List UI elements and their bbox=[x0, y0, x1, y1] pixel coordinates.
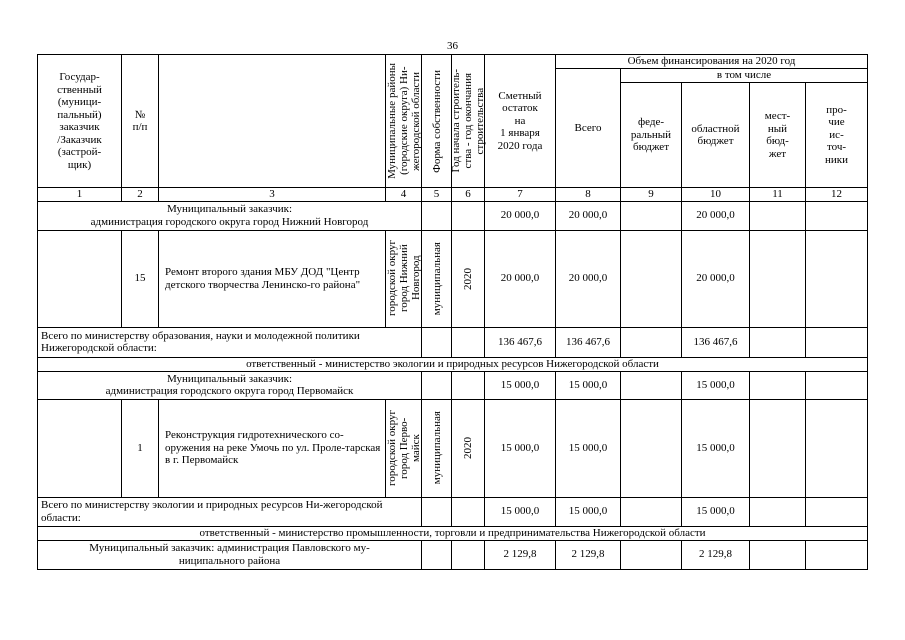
estimate-value: 15 000,0 bbox=[485, 497, 556, 526]
regional-value: 15 000,0 bbox=[682, 399, 750, 497]
header-including: в том числе bbox=[621, 69, 868, 83]
col-number: 8 bbox=[556, 188, 621, 202]
table-row bbox=[38, 201, 868, 230]
col-number: 9 bbox=[621, 188, 682, 202]
object-name: Реконструкция гидротехнического со-оружения на реке Умочь по ул. Проле-тарская в г. Первомайск bbox=[159, 399, 386, 497]
table-row bbox=[38, 357, 868, 371]
header-regional: областной бюджет bbox=[682, 83, 750, 188]
year-cell: 2020 bbox=[452, 399, 485, 497]
estimate-value: 2 129,8 bbox=[485, 540, 556, 569]
header-name bbox=[159, 55, 386, 188]
customer-label: Муниципальный заказчик: администрация городского округа город Нижний Новгород bbox=[38, 201, 422, 230]
district-cell: городской округ город Перво- майск bbox=[386, 399, 422, 497]
item-number: 15 bbox=[122, 230, 159, 327]
year-cell: 2020 bbox=[452, 230, 485, 327]
header-customer: Государ- ственный (муници- пальный) заказчик /Заказчик (застрой- щик) bbox=[38, 55, 122, 188]
financing-table bbox=[37, 54, 868, 570]
header-funding-title: Объем финансирования на 2020 год bbox=[556, 55, 868, 69]
regional-value: 136 467,6 bbox=[682, 327, 750, 357]
total-value: 15 000,0 bbox=[556, 399, 621, 497]
summary-label: Всего по министерству образования, науки и молодежной политики Нижегородской области: bbox=[38, 327, 422, 357]
customer-label: Муниципальный заказчик: администрация Павловского му- ниципального района bbox=[38, 540, 422, 569]
regional-value: 15 000,0 bbox=[682, 371, 750, 399]
total-value: 20 000,0 bbox=[556, 230, 621, 327]
table-row bbox=[38, 399, 868, 497]
col-number: 3 bbox=[159, 188, 386, 202]
object-name: Ремонт второго здания МБУ ДОД "Центр детского творчества Ленинско-го района" bbox=[159, 230, 386, 327]
district-cell: городской округ город Нижний Новгород bbox=[386, 230, 422, 327]
header-total: Всего bbox=[556, 69, 621, 188]
table-row bbox=[38, 230, 868, 327]
header-ownership: Форма собственности bbox=[422, 55, 452, 188]
regional-value: 20 000,0 bbox=[682, 230, 750, 327]
item-number: 1 bbox=[122, 399, 159, 497]
ownership-cell: муниципальная bbox=[422, 230, 452, 327]
col-number: 10 bbox=[682, 188, 750, 202]
col-number: 2 bbox=[122, 188, 159, 202]
col-number: 1 bbox=[38, 188, 122, 202]
table-row bbox=[38, 371, 868, 399]
col-number: 7 bbox=[485, 188, 556, 202]
summary-label: Всего по министерству экологии и природных ресурсов Ни-жегородской области: bbox=[38, 497, 422, 526]
header-years: Год начала строитель- ства - год окончания строительства bbox=[452, 55, 485, 188]
regional-value: 2 129,8 bbox=[682, 540, 750, 569]
header-federal: феде- ральный бюджет bbox=[621, 83, 682, 188]
responsible-label: ответственный - министерство экологии и природных ресурсов Нижегородской области bbox=[38, 357, 868, 371]
estimate-value: 20 000,0 bbox=[485, 201, 556, 230]
regional-value: 20 000,0 bbox=[682, 201, 750, 230]
column-numbers-row bbox=[38, 188, 868, 202]
customer-label: Муниципальный заказчик: администрация городского округа город Первомайск bbox=[38, 371, 422, 399]
header-local: мест- ный бюд- жет bbox=[750, 83, 806, 188]
col-number: 11 bbox=[750, 188, 806, 202]
table-row bbox=[38, 497, 868, 526]
total-value: 136 467,6 bbox=[556, 327, 621, 357]
estimate-value: 15 000,0 bbox=[485, 371, 556, 399]
header-estimate: Сметный остаток на 1 января 2020 года bbox=[485, 55, 556, 188]
header-num: № п/п bbox=[122, 55, 159, 188]
col-number: 6 bbox=[452, 188, 485, 202]
total-value: 15 000,0 bbox=[556, 371, 621, 399]
col-number: 12 bbox=[806, 188, 868, 202]
col-number: 4 bbox=[386, 188, 422, 202]
header-districts: Муниципальные районы (городские округа) Ни- жегородской области bbox=[386, 55, 422, 188]
col-number: 5 bbox=[422, 188, 452, 202]
estimate-value: 136 467,6 bbox=[485, 327, 556, 357]
estimate-value: 15 000,0 bbox=[485, 399, 556, 497]
table-row bbox=[38, 327, 868, 357]
table-row bbox=[38, 540, 868, 569]
regional-value: 15 000,0 bbox=[682, 497, 750, 526]
ownership-cell: муниципальная bbox=[422, 399, 452, 497]
responsible-label: ответственный - министерство промышленности, торговли и предпринимательства Нижегородской области bbox=[38, 526, 868, 540]
total-value: 15 000,0 bbox=[556, 497, 621, 526]
total-value: 2 129,8 bbox=[556, 540, 621, 569]
total-value: 20 000,0 bbox=[556, 201, 621, 230]
table-row bbox=[38, 526, 868, 540]
header-other: про- чие ис- точ- ники bbox=[806, 83, 868, 188]
estimate-value: 20 000,0 bbox=[485, 230, 556, 327]
page-number: 36 bbox=[447, 40, 458, 52]
